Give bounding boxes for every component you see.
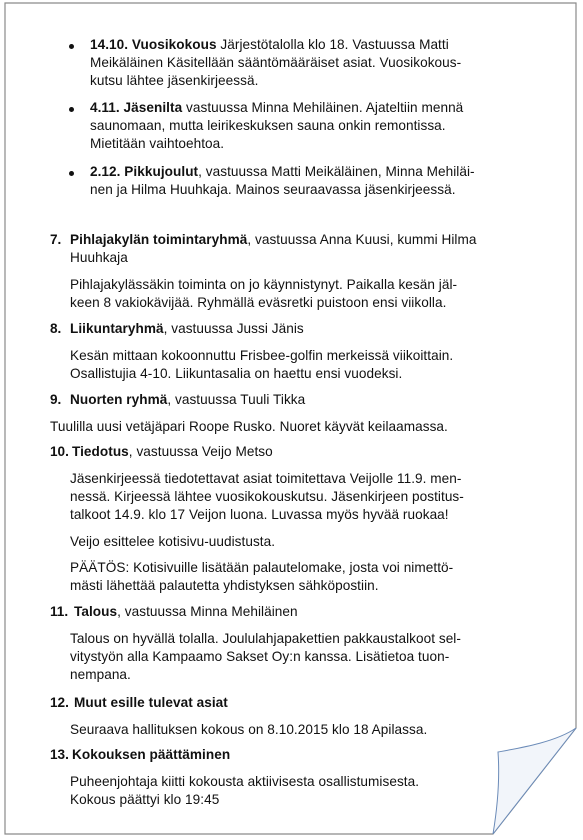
bullet-line: saunomaan, mutta leirikeskuksen sauna onkin remontissa.: [90, 118, 446, 133]
bullet-dot: [69, 107, 74, 112]
item-responsible: , vastuussa Tuuli Tikka: [167, 392, 306, 407]
item-body-line: Veijo esittelee kotisivu-uudistusta.: [70, 534, 276, 549]
event-text: vastuussa Minna Mehiläinen. Ajateltiin mennä: [182, 100, 464, 115]
item-number: 10.: [50, 444, 69, 459]
item-title: Talous: [74, 604, 118, 619]
item-body-line: Puheenjohtaja kiitti kokousta aktiivisesta osallistumisesta.: [70, 774, 420, 789]
event-text: , vastuussa Matti Meikäläinen, Minna Mehiläi-: [198, 164, 475, 179]
decision-line: [70, 559, 453, 577]
decision-label: PÄÄTÖS: [70, 560, 126, 575]
item-title: Tiedotus: [72, 444, 129, 459]
item-body-line: vitystyön alla Kampaamo Sakset Oy:n kanssa. Lisätietoa tuon-: [70, 649, 450, 664]
bullet-line: kutsu lähtee jäsenkirjeessä.: [90, 73, 259, 88]
item-number: 9.: [50, 392, 62, 407]
item-responsible: , vastuussa Minna Mehiläinen: [117, 604, 298, 619]
item-responsible: , vastuussa Anna Kuusi, kummi Hilma: [247, 232, 477, 247]
item-number: 12.: [50, 695, 69, 710]
event-text: Järjestötalolla klo 18. Vastuussa Matti: [216, 37, 449, 52]
bullet-line: Mietitään vaihtoehtoa.: [90, 136, 225, 151]
item-number: 8.: [50, 321, 62, 336]
item-body-line: talkoot 14.9. klo 17 Veijon luona. Luvassa myös hyvää ruokaa!: [70, 507, 449, 522]
bullet-dot: [69, 171, 74, 176]
item-heading-cont: Huuhkaja: [70, 250, 128, 265]
item-responsible: , vastuussa Veijo Metso: [128, 444, 273, 459]
bullet-line: [90, 163, 475, 181]
decision-line: mästi lähettää palautetta yhdistyksen sähköpostiin.: [70, 578, 379, 593]
event-title: 14.10. Vuosikokous: [90, 37, 217, 52]
item-title: Liikuntaryhmä: [70, 321, 164, 336]
bullet-line: nen ja Hilma Huuhkaja. Mainos seuraavassa jäsenkirjeessä.: [90, 182, 456, 197]
item-body-line: Kesän mittaan kokoonnuttu Frisbee-golfin merkeissä viikoittain.: [70, 348, 454, 363]
item-heading: [70, 391, 305, 409]
item-body-line: Tuulilla uusi vetäjäpari Roope Rusko. Nuoret käyvät keilaamassa.: [50, 419, 448, 434]
item-body-line: Talous on hyvällä tolalla. Joululahjapakettien pakkaustalkoot sel-: [70, 631, 461, 646]
bullet-line: [90, 99, 463, 117]
bullet-dot: [69, 44, 74, 49]
item-body-line: nempana.: [70, 667, 131, 682]
item-title: Pihlajakylän toimintaryhmä: [70, 232, 248, 247]
item-heading: [74, 603, 298, 621]
item-title: Muut esille tulevat asiat: [74, 695, 228, 710]
item-body-line: nessä. Kirjeessä lähtee vuosikokouskutsu. Jäsenkirjeen postitus-: [70, 489, 464, 504]
item-heading: [72, 746, 230, 764]
event-title: 4.11. Jäsenilta: [90, 100, 183, 115]
item-number: 11.: [50, 604, 69, 619]
item-heading: [70, 320, 304, 338]
event-title: 2.12. Pikkujoulut: [90, 164, 199, 179]
item-number: 13.: [50, 747, 69, 762]
item-body-line: Kokous päättyi klo 19:45: [70, 792, 220, 807]
item-body-line: Seuraava hallituksen kokous on 8.10.2015 klo 18 Apilassa.: [70, 722, 428, 737]
item-heading: [74, 694, 228, 712]
item-body-line: Jäsenkirjeessä tiedotettavat asiat toimitettava Veijolle 11.9. men-: [70, 471, 462, 486]
item-number: 7.: [50, 232, 62, 247]
item-body-line: keen 8 vakiokävijää. Ryhmällä eväsretki puistoon ensi viikolla.: [70, 295, 447, 310]
item-body-line: Osallistujia 4-10. Liikuntasalia on haettu ensi vuodeksi.: [70, 366, 403, 381]
item-heading: [72, 443, 273, 461]
bullet-line: Meikäläinen Käsitellään sääntömääräiset asiat. Vuosikokous-: [90, 55, 462, 70]
item-responsible: , vastuussa Jussi Jänis: [163, 321, 304, 336]
bullet-line: [90, 36, 449, 54]
item-heading: [70, 231, 477, 249]
item-title: Nuorten ryhmä: [70, 392, 168, 407]
item-title: Kokouksen päättäminen: [72, 747, 231, 762]
decision-text: : Kotisivuille lisätään palautelomake, josta voi nimettö-: [125, 560, 454, 575]
item-body-line: Pihlajakylässäkin toiminta on jo käynnistynyt. Paikalla kesän jäl-: [70, 277, 458, 292]
